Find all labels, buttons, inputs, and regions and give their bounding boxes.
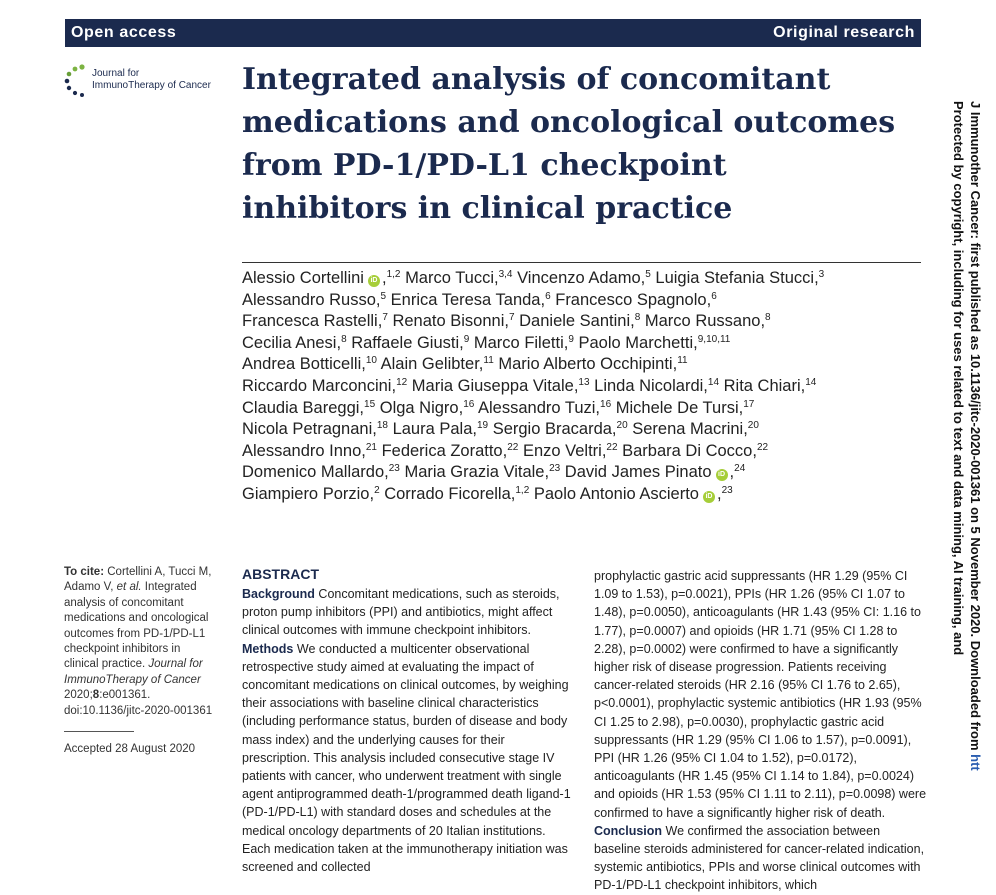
author-entry: Barbara Di Cocco,$^{22}$ <box>622 441 769 460</box>
author-affiliation: 8 <box>765 312 771 324</box>
author-entry: Enzo Veltri,$^{22}$ <box>522 441 618 460</box>
author-affiliation: 6 <box>711 290 717 302</box>
top-banner <box>65 19 921 47</box>
orcid-icon[interactable]: iD <box>703 491 715 503</box>
open-access-label: Open access <box>71 24 177 41</box>
author-list <box>242 268 932 506</box>
author-entry: Vincenzo Adamo,$^5$ <box>517 269 651 287</box>
author-affiliation: 23 <box>549 463 561 475</box>
article-type-label: Original research <box>773 24 915 41</box>
author-name[interactable]: Raffaele Giusti <box>351 333 460 352</box>
author-affiliation: 20 <box>747 420 759 432</box>
author-name[interactable]: Enrica Teresa Tanda <box>390 290 541 309</box>
abstract-column-right <box>594 567 928 895</box>
author-name[interactable]: Renato Bisonni <box>392 312 505 331</box>
abstract-column <box>242 566 572 876</box>
author-entry: Alessandro Inno,$^{21}$ <box>242 441 377 460</box>
author-entry: Marco Tucci,$^{3,4}$ <box>405 269 513 287</box>
author-affiliation: 20 <box>616 420 628 432</box>
author-entry: Alessandro Tuzi,$^{16}$ <box>478 398 612 417</box>
author-entry: Claudia Bareggi,$^{15}$ <box>242 398 376 417</box>
author-name[interactable]: Barbara Di Cocco <box>622 441 753 460</box>
author-entry: Alain Gelibter,$^{11}$ <box>380 355 494 374</box>
author-affiliation: 21 <box>365 441 377 453</box>
citation-year: 2020; <box>64 689 93 702</box>
author-name[interactable]: Alessandro Inno <box>242 441 362 460</box>
author-affiliation: 10 <box>365 355 377 367</box>
author-entry: Sergio Bracarda,$^{20}$ <box>492 420 628 439</box>
author-name[interactable]: Luigia Stefania Stucci <box>655 269 815 287</box>
author-entry: Federica Zoratto,$^{22}$ <box>381 441 519 460</box>
author-entry: Nicola Petragnani,$^{18}$ <box>242 420 388 439</box>
author-entry: Andrea Botticelli,$^{10}$ <box>242 355 377 374</box>
author-affiliation: 9 <box>463 333 470 345</box>
author-affiliation: 24 <box>734 463 746 475</box>
journal-logo-line2: ImmunoTherapy of Cancer <box>92 80 211 91</box>
abstract-heading: ABSTRACT <box>242 566 319 582</box>
author-affiliation: 11 <box>677 355 688 367</box>
author-name[interactable]: Corrado Ficorella <box>384 484 511 503</box>
author-affiliation: 18 <box>376 420 388 432</box>
author-affiliation: 16 <box>600 398 612 410</box>
background-label: Background <box>242 587 315 601</box>
author-entry: Francesca Rastelli,$^7$ <box>242 312 388 331</box>
author-name[interactable]: Vincenzo Adamo <box>517 269 641 287</box>
author-affiliation: 17 <box>743 398 755 410</box>
author-entry: Daniele Santini,$^8$ <box>519 312 641 331</box>
author-affiliation: 5 <box>645 269 651 280</box>
author-affiliation: 5 <box>380 290 387 302</box>
author-entry: Linda Nicolardi,$^{14}$ <box>594 376 720 395</box>
citation-authors: Cortellini A, Tucci M, Adamo V, <box>64 566 212 594</box>
results-continued: prophylactic gastric acid suppressants (HR 1.29 (95% CI 1.09 to 1.53), p=0.0021), PPIs (HR 1.26 (95% CI 1.07 to 1.48), p=0.0050), anticoagulants (HR 1.43 (95% CI: 1.16 to 1.77), p=0.0007) and opioids (HR 1.71 (95% CI 1.28 to 2.28), p=0.0002) were confirmed to have a significantly higher risk of disease progression. Patients receiving cancer-related steroids (HR 2.16 (95% CI 1.76 to 2.65), p<0.0001), prophylactic systemic antibiotics (HR 1.93 (95% CI 1.25 to 2.98), p=0.0030), prophylactic gastric acid suppressants (HR 1.29 (95% CI 1.06 to 1.57), p=0.0091), PPI (HR 1.26 (95% CI 1.04 to 1.52), p=0.0172), anticoagulants (HR 1.45 (95% CI 1.14 to 1.84), p=0.0024) and opioids (HR 1.53 (95% CI 1.11 to 2.11), p=0.0098) were confirmed to have a significantly higher risk of death. <box>594 569 927 820</box>
author-affiliation: 14 <box>805 376 817 388</box>
author-entry: Mario Alberto Occhipinti,$^{11}$ <box>498 355 688 374</box>
author-affiliation: 22 <box>606 441 618 453</box>
citation-label: To cite: <box>64 566 105 578</box>
side-notice-line2: Protected by copyright, including for uses related to text and data mining, AI training, and <box>951 101 966 656</box>
citation-volume: 8 <box>92 689 100 702</box>
author-entry: Laura Pala,$^{19}$ <box>392 420 489 439</box>
author-name[interactable]: Cecilia Anesi <box>242 333 337 352</box>
author-affiliation: 3 <box>818 269 825 280</box>
author-affiliation: 11 <box>483 355 494 367</box>
author-entry: Luigia Stefania Stucci,$^3$ <box>655 269 825 287</box>
author-affiliation: 19 <box>476 420 489 432</box>
author-name[interactable]: Federica Zoratto <box>381 441 503 460</box>
author-entry: Marco Russano,$^8$ <box>644 312 771 331</box>
author-entry: Raffaele Giusti,$^9$ <box>351 333 470 352</box>
author-name[interactable]: Claudia Bareggi <box>242 398 360 417</box>
methods-text: We conducted a multicenter observational retrospective study aimed at evaluating the impact of concomitant medications on clinical outcomes, by weighing their associations with baseline clinical characteristics (including performance status, burden of disease and body mass index) and the underlying causes for their prescription. This analysis included consecutive stage IV patients with cancer, who underwent treatment with single agent antiprogrammed death-1/programmed death ligand-1 (PD-1/PD-L1) with standard doses and schedules at the medical oncology departments of 20 Italian institutions. Each medication taken at the immunotherapy initiation was screened and collected <box>242 641 571 875</box>
author-entry: Marco Filetti,$^9$ <box>473 333 574 352</box>
author-name[interactable]: Alessio Cortellini <box>242 269 364 287</box>
accepted-date: Accepted 28 August 2020 <box>64 743 196 756</box>
author-affiliation: 22 <box>756 441 769 453</box>
author-entry: Cecilia Anesi,$^8$ <box>242 333 347 352</box>
author-name[interactable]: Serena Macrini <box>632 420 744 439</box>
author-name[interactable]: Francesco Spagnolo <box>555 290 707 309</box>
citation-divider <box>64 731 134 732</box>
abstract-methods <box>242 640 572 877</box>
orcid-icon[interactable]: iD <box>716 469 728 481</box>
author-entry: Renato Bisonni,$^7$ <box>392 312 515 331</box>
methods-label: Methods <box>242 641 294 656</box>
author-entry: Domenico Mallardo,$^{23}$ <box>242 463 400 482</box>
author-affiliation: 12 <box>396 376 408 388</box>
citation-etal: et al. <box>116 581 142 594</box>
author-entry: Alessio Cortellini iD ,$^{1,2}$ <box>242 269 401 287</box>
citation-text <box>64 565 216 719</box>
author-affiliation: 23 <box>721 484 733 496</box>
author-name[interactable]: Mario Alberto Occhipinti <box>498 355 673 374</box>
author-name[interactable]: Francesca Rastelli <box>242 312 378 331</box>
author-name[interactable]: Alessandro Tuzi <box>478 398 596 417</box>
copyright-side-notice <box>950 101 984 771</box>
author-affiliation: 14 <box>707 376 720 388</box>
author-name[interactable]: Linda Nicolardi <box>594 376 704 395</box>
author-entry: Riccardo Marconcini,$^{12}$ <box>242 376 408 395</box>
author-affiliation: 2 <box>374 484 380 496</box>
author-name[interactable]: Giampiero Porzio <box>242 484 370 503</box>
journal-logo-line1: Journal for <box>92 68 140 79</box>
author-affiliation: 1,2 <box>515 484 530 496</box>
title-divider <box>242 262 921 263</box>
citation-title: Integrated analysis of concomitant medications and oncological outcomes from PD-1/PD-L1 checkpoint inhibitors in clinical practice. <box>64 581 209 671</box>
conclusion-text: We confirmed the association between baseline steroids administered for cancer-related indication, systemic antibiotics, PPIs and worse clinical outcomes with PD-1/PD-L1 checkpoint inhibitors, which <box>594 823 925 893</box>
author-name[interactable]: Alain Gelibter <box>380 355 479 374</box>
author-entry: Maria Giuseppa Vitale,$^{13}$ <box>411 376 590 395</box>
author-name[interactable]: Riccardo Marconcini <box>242 376 392 395</box>
author-name[interactable]: Marco Filetti <box>473 333 564 352</box>
author-affiliation: 13 <box>578 376 590 388</box>
author-affiliation: 6 <box>545 290 551 302</box>
author-entry: Maria Grazia Vitale,$^{23}$ <box>404 463 561 482</box>
abstract-conclusion <box>594 822 928 895</box>
author-name[interactable]: Paolo Marchetti <box>578 333 694 352</box>
author-affiliation: 22 <box>507 441 519 453</box>
author-name[interactable]: Domenico Mallardo <box>242 463 385 482</box>
author-affiliation: 15 <box>364 398 376 410</box>
journal-logo-icon <box>64 64 88 98</box>
author-name[interactable]: Olga Nigro <box>379 398 459 417</box>
author-name[interactable]: Enzo Veltri <box>522 441 602 460</box>
author-name[interactable]: Maria Grazia Vitale <box>404 463 545 482</box>
author-name[interactable]: Rita Chiari <box>723 376 801 395</box>
author-name[interactable]: Maria Giuseppa Vitale <box>411 376 574 395</box>
author-entry: Corrado Ficorella,$^{1,2}$ <box>384 484 530 503</box>
author-name[interactable]: Daniele Santini <box>519 312 631 331</box>
author-name[interactable]: Sergio Bracarda <box>492 420 612 439</box>
conclusion-label: Conclusion <box>594 823 663 838</box>
author-entry: Francesco Spagnolo,$^6$ <box>555 290 717 309</box>
author-affiliation: 9 <box>568 333 574 345</box>
author-affiliation: 3,4 <box>498 269 513 280</box>
author-entry: Michele De Tursi,$^{17}$ <box>615 398 755 417</box>
author-entry: Serena Macrini,$^{20}$ <box>632 420 759 439</box>
author-entry: Olga Nigro,$^{16}$ <box>379 398 475 417</box>
author-affiliation: 23 <box>388 463 400 475</box>
author-name[interactable]: Laura Pala <box>392 420 473 439</box>
author-affiliation: 9,10,11 <box>697 333 731 345</box>
author-affiliation: 1,2 <box>386 269 401 280</box>
citation-doi[interactable]: :e001361. doi:10.1136/jitc-2020-001361 <box>64 689 213 717</box>
author-entry: Alessandro Russo,$^5$ <box>242 290 387 309</box>
author-affiliation: 7 <box>508 312 515 324</box>
journal-logo[interactable] <box>64 62 234 102</box>
author-name[interactable]: Marco Tucci <box>405 269 494 287</box>
author-entry: Paolo Antonio Ascierto iD ,$^{23}$ <box>533 484 733 503</box>
author-entry: Giampiero Porzio,$^2$ <box>242 484 380 503</box>
author-name[interactable]: David James Pinato <box>564 463 712 482</box>
author-affiliation: 8 <box>634 312 641 324</box>
author-entry: Paolo Marchetti,$^{9,10,11}$ <box>578 333 731 352</box>
citation-sidebar <box>64 565 216 757</box>
author-name[interactable]: Alessandro Russo <box>242 290 376 309</box>
journal-logo-text <box>92 68 211 92</box>
orcid-icon[interactable]: iD <box>368 275 380 287</box>
author-name[interactable]: Nicola Petragnani <box>242 420 373 439</box>
side-notice-text1: J Immunother Cancer: first published as 10.1136/jitc-2020-001361 on 5 November 2020. Downloaded from <box>968 101 983 751</box>
abstract-background <box>242 585 572 640</box>
author-name[interactable]: Michele De Tursi <box>615 398 739 417</box>
author-entry: Enrica Teresa Tanda,$^6$ <box>390 290 551 309</box>
author-name[interactable]: Paolo Antonio Ascierto <box>533 484 699 503</box>
side-notice-line1 <box>967 101 984 771</box>
author-affiliation: 7 <box>382 312 388 324</box>
author-affiliation: 8 <box>341 333 347 345</box>
author-name[interactable]: Andrea Botticelli <box>242 355 362 374</box>
author-affiliation: 16 <box>463 398 475 410</box>
author-entry: David James Pinato iD ,$^{24}$ <box>564 463 746 482</box>
author-entry: Rita Chiari,$^{14}$ <box>723 376 817 395</box>
citation-journal: Journal for ImmunoTherapy of Cancer <box>64 658 203 686</box>
background-text: Concomitant medications, such as steroids, proton pump inhibitors (PPI) and antibiotics, might affect clinical outcomes with immune checkpoint inhibitors. <box>242 587 560 638</box>
download-link[interactable]: htt <box>968 754 983 771</box>
author-name[interactable]: Marco Russano <box>644 312 761 331</box>
article-title: Integrated analysis of concomitant medications and oncological outcomes from PD-1/PD-L1 checkpoint inhibitors in clinical practice <box>242 62 896 226</box>
